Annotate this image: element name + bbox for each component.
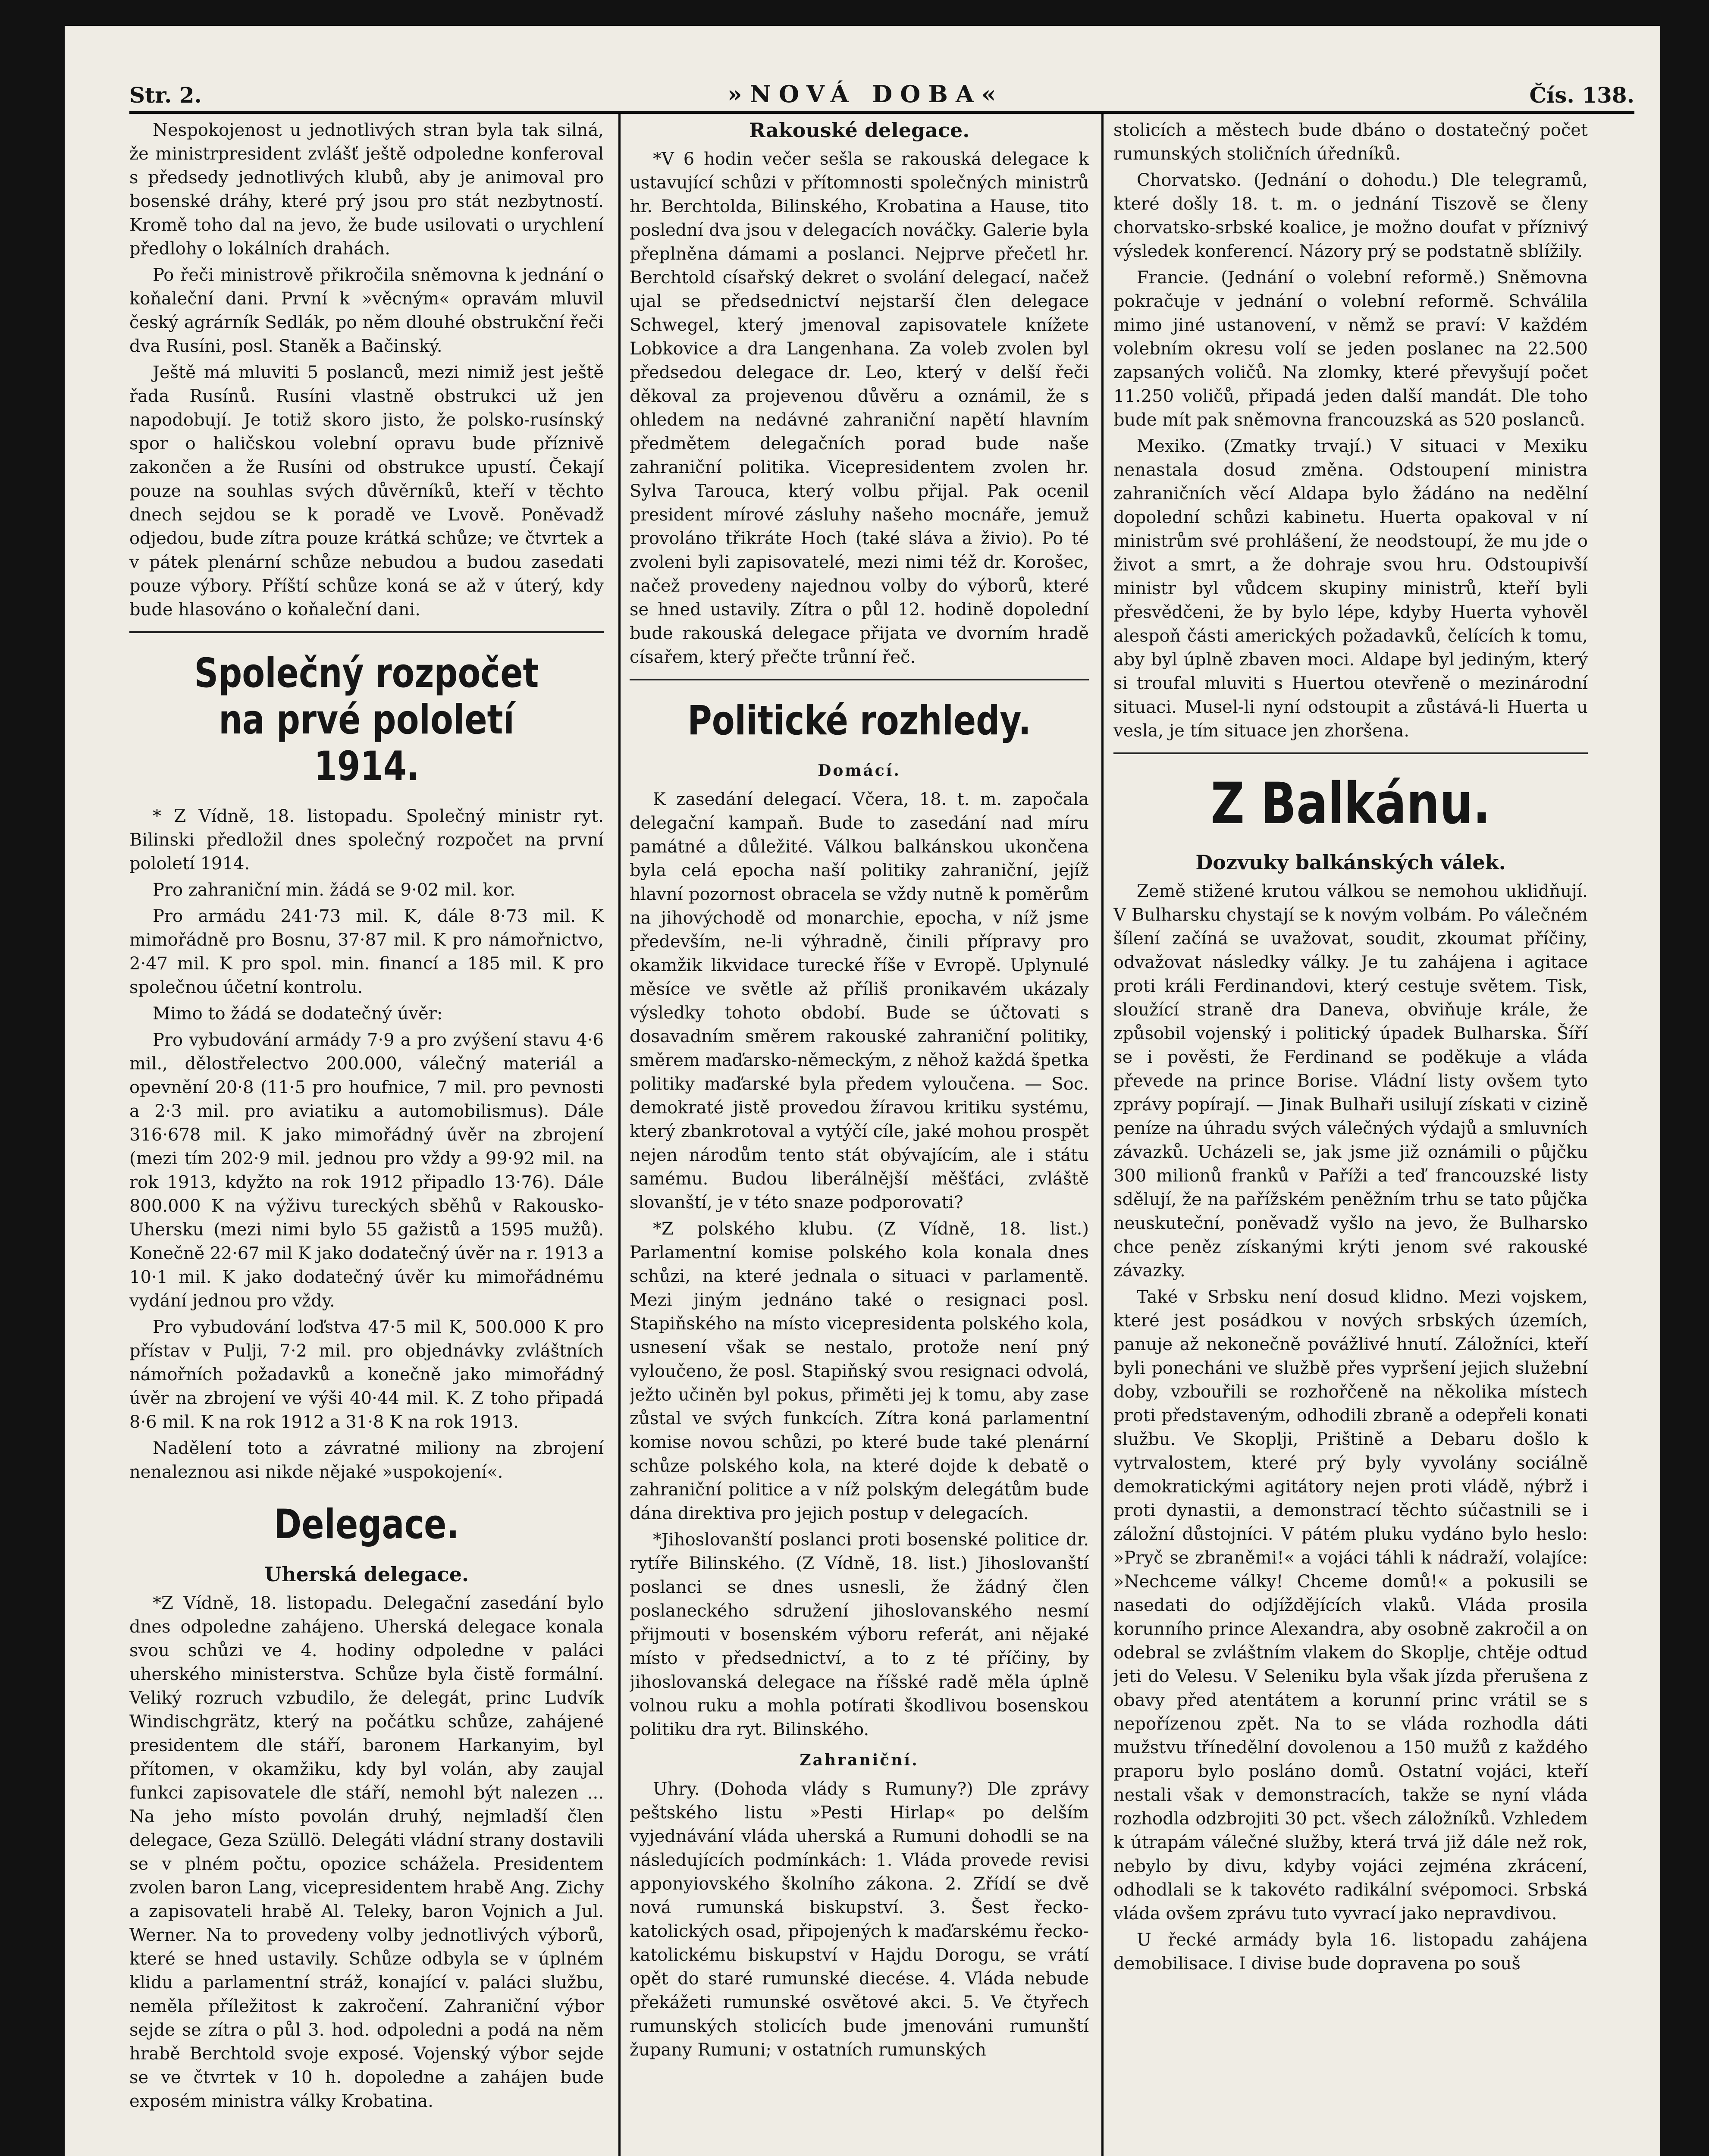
zahranicni-label: Zahraniční. (800, 1751, 919, 1769)
column-2 (630, 119, 1089, 2156)
section-separator (1113, 752, 1588, 754)
article-paragraph: Nespokojenost u jednotlivých stran byla tak silná, že ministrpresident zvlášť ještě odpoledne konferoval s předsedy jednotlivých klubů, aby je animoval pro bosenské dráhy, které prý jsou pro stát nezbytností. Kromě toho dal na jevo, že bude usilovati o urychlení předlohy o lokálních drahách. (129, 120, 604, 259)
article-paragraph: Také v Srbsku není dosud klidno. Mezi vojskem, které jest posádkou v nových srbských územích, panuje až nekonečně povážlivé hnutí. Záložníci, kteří byli ponecháni ve službě přes vypršení jejich služební doby, vzbouřili se rozhořčeně na několika místech proti představeným, odhodili zbraně a odepřeli konati službu. Ve Skoplji, Prištině a Debaru došlo k vytrvalostem, které prý byly vyvolány sociálně demokratickými agitátory nejen proti vládě, nýbrž i proti dynastii, a demonstrací těchto súčastnili se i záložní důstojníci. V pátém pluku vydáno bylo heslo: »Pryč se zbraněmi!« a vojáci táhli k nádraží, volajíce: »Nechceme války! Chceme domů!« a pokusili se nasedati do odjíždějících vlaků. Vláda prosila korunního prince Alexandra, aby osobně zakročil a on odebral se zvláštním vlakem do Skoplje, chtěje odtud jeti do Velesu. V Seleniku byla však jízda přerušena z obavy před atentátem a korunní princ vrátil se s nepořízenou zpět. Na to se vláda rozhodla dáti mužstvu třínedělní dovolenou a 150 mužů z každého praporu bylo posláno domů. Ostatní vojáci, kteří nestali však v demonstracích, takže se nyní vláda rozhodla odzbrojiti 30 pct. všech záložníků. Vzhledem k útrapám válečné služby, která trvá již dále než rok, nebylo by divu, kdyby vojáci zejména zkrácení, odhodlali se k takovéto radikální svépomoci. Srbská vláda ovšem zprávu tuto vyvrací jako nepravdivou. (1113, 1287, 1588, 1924)
balkan-headline: Z Balkánu. (1210, 771, 1491, 837)
article-paragraph: Po řeči ministrově přikročila sněmovna k jednání o koňaleční dani. První k »věcným« opravám mluvil český agrárník Sedlák, po něm dlouhé obstrukční řeči dva Rusíni, posl. Staněk a Bačinský. (129, 265, 604, 356)
rakouske-subheading: Rakouské delegace. (749, 119, 970, 142)
article-paragraph: Země stižené krutou válkou se nemohou uklidňují. V Bulharsku chystají se k novým volbám. Po válečném šílení začíná se uvažovat, soudit, zkoumat příčiny, odvažovat následky války. Je tu zahájena i agitace proti králi Ferdinandovi, který cestuje světem. Tisk, sloužící straně dra Daneva, obviňuje krále, že způsobil vojenský i politický úpadek Bulharska. Šíří se i pověsti, že Ferdinand se poděkuje a vláda převede na prince Borise. Vládní listy ovšem tyto zprávy popírají. — Jinak Bulhaři usilují získati v cizině peníze na úhradu svých válečných výdajů a smluvních závazků. Ucházeli se, jak jsme již oznámili o půjčku 300 milionů franků v Paříži a teď francouzské listy sdělují, že na pařížském peněžním trhu se tato půjčka neuskuteční, poněvadž vyšlo na jevo, že Bulharsko chce peněz získanými krýti jenom své rakouské závazky. (1113, 881, 1588, 1281)
column-1 (129, 119, 604, 2156)
article-paragraph: Pro zahraniční min. žádá se 9·02 mil. kor. (153, 880, 516, 900)
article-paragraph: Mexiko. (Zmatky trvají.) V situaci v Mexiku nenastala dosud změna. Odstoupení ministra zahraničních věcí Aldapa bylo žádáno na nedělní dopolední schůzi kabinetu. Huerta opakoval v ní ministrům své prohlášení, že neodstoupí, že mu jde o život a smrt, a že dohraje svou hru. Odstoupivší ministr byl vůdcem skupiny ministrů, kteří byli přesvědčeni, že by bylo lépe, kdyby Huerta vyhověl alespoň části amerických požadavků, čelících k tomu, aby byl úplně zbaven moci. Aldape byl jediným, který si troufal mluviti s Huertou otevřeně o mezinárodní situaci. Musel-li nyní odstoupit a zůstává-li Huerta u vesla, je tím situace jen zhoršena. (1113, 436, 1588, 741)
section-separator (129, 631, 604, 633)
article-paragraph: Uhry. (Dohoda vlády s Rumuny?) Dle zprávy peštského listu »Pesti Hirlap« po delším vyjednávání vláda uherská a Rumuni dohodli se na následujících podmínkách: 1. Vláda provede revisi apponyiovského školního zákona. 2. Zřídí se dvě nová rumunská biskupství. 3. Šest řecko-katolických osad, připojených k maďarskému řecko-katolickému biskupství v Hajdu Dorogu, se vrátí opět do staré rumunské diecése. 4. Vláda nebude překážeti rumunské osvětové akci. 5. Ve čtyřech rumunských stolicích bude jmenováni rumunští župany Rumuni; v ostatních rumunských (630, 1779, 1089, 2060)
article-paragraph: Pro vybudování armády 7·9 a pro zvýšení stavu 4·6 mil., dělostřelectvo 200.000, válečný materiál a opevnění 20·8 (11·5 pro houfnice, 7 mil. pro pevnosti a 2·3 mil. pro aviatiku a automobilismus). Dále 316·678 mil. K jako mimořádný úvěr na zbrojení (mezi tím 202·9 mil. jednou pro vždy a 99·92 mil. na rok 1913, kdyžto na rok 1912 připadlo 13·76). Dále 800.000 K na výživu tureckých sběhů v Rakousko-Uhersku (mezi nimi bylo 55 gažistů a 1595 mužů). Konečně 22·67 mil K jako dodatečný úvěr na r. 1913 a 10·1 mil. K jako dodatečný úvěr ku mimořádnému vydání jednou pro vždy. (129, 1030, 604, 1311)
issue-number: Čís. 138. (1529, 82, 1634, 108)
article-paragraph: stolicích a městech bude dbáno o dostatečný počet rumunských stoličních úředníků. (1113, 120, 1588, 164)
masthead (129, 56, 1634, 114)
article-paragraph: Nadělení toto a závratné miliony na zbrojení nenaleznou asi nikde nějaké »uspokojení«. (129, 1438, 604, 1482)
newspaper-title: »NOVÁ DOBA« (727, 80, 1004, 108)
article-paragraph: Chorvatsko. (Jednání o dohodu.) Dle telegramů, které došly 18. t. m. o jednání Tiszově se členy chorvatsko-srbské koalice, je možno doufat v příznivý výsledek konferencí. Názory prý se podstatně sblížily. (1113, 170, 1588, 261)
article-paragraph: Ještě má mluviti 5 poslanců, mezi nimiž jest ještě řada Rusínů. Rusíni vlastně obstrukci už jen napodobují. Je totiž skoro jisto, že polsko-rusínský spor o haličskou volební opravu bude příznivě zakončen a že Rusíni od obstrukce upustí. Čekají pouze na souhlas svých důvěrníků, kteří v těchto dnech sejdou se k poradě ve Lvově. Poněvadž odjedou, bude zítra pouze krátká schůze; ve čtvrtek a v pátek plenární schůze nebudou a budou zasedati pouze výbory. Příští schůze koná se až v úterý, kdy bude hlasováno o koňaleční dani. (129, 363, 604, 620)
domaci-label: Domácí. (818, 761, 901, 780)
column-divider-2 (1101, 114, 1104, 2156)
article-paragraph: *Z Vídně, 18. listopadu. Delegační zasedání bylo dnes odpoledne zahájeno. Uherská delegace konala svou schůzi ve 4. hodiny odpoledne v paláci uherského ministerstva. Schůze byla čistě formální. Veliký rozruch vzbudilo, že delegát, princ Ludvík Windischgrätz, který na počátku schůze, zahájené presidentem dle stáří, baronem Harkanyim, byl přítomen, v okamžiku, kdy byl volán, aby zaujal funkci zapisovatele dle stáří, nemohl být nalezen ... Na jeho místo povolán druhý, nejmladší člen delegace, Geza Szüllö. Delegáti vládní strany dostavili se v plném počtu, opozice schážela. Presidentem zvolen baron Lang, vicepresidentem hrabě Ang. Zichy a zapisovateli hrabě Al. Teleky, baron Vojnich a Jul. Werner. Na to provedeny volby jednotlivých výborů, které se hned ustavily. Schůze odbyla se v úplném klidu a parlamentní stráž, konající v. paláci službu, neměla příležitost k zakročení. Zahraniční výbor sejde se zítra o půl 3. hod. odpoledni a podá na něm hrabě Berchtold svoje exposé. Vojenský výbor sejde se ve čtvrtek v 10 h. dopoledne a zahájen bude exposém ministra války Krobatina. (129, 1593, 604, 2111)
newspaper-page (65, 26, 1660, 2156)
article-paragraph: *Z polského klubu. (Z Vídně, 18. list.) Parlamentní komise polského kola konala dnes schůzi, na které jednala o situaci v parlamentě. Mezi jiným jednáno také o resignaci posl. Stapiňského na místo vicepresidenta polského kola, usnesení však se nestalo, protože není pný vyloučeno, že posl. Stapiňský svou resignaci odvolá, ježto učiněn byl pokus, přiměti jej k tomu, aby zase zůstal ve svých funkcích. Zítra koná parlamentní komise novou schůzi, po které bude také plenární schůze polského kola, na které dojde k debatě o zahraniční politice a v níž polským delegátům bude dána direktiva pro jejich postup v delegacích. (630, 1219, 1089, 1523)
article-paragraph: Francie. (Jednání o volební reformě.) Sněmovna pokračuje v jednání o volební reformě. Schválila mimo jiné ustanovení, v němž se praví: V každém volebním okresu volí se jeden poslanec na 22.500 zapsaných voličů. Na zlomky, které převyšují počet 11.250 voličů, připadá jeden další mandát. Dle toho bude mít pak sněmovna francouzská as 520 poslanců. (1113, 268, 1588, 430)
article-paragraph: *V 6 hodin večer sešla se rakouská delegace k ustavující schůzi v přítomnosti společných ministrů hr. Berchtolda, Bilinského, Krobatina a Hause, tito poslední dva jsou v delegacích nováčky. Galerie byla přeplněna dámami a poslanci. Nejprve přečetl hr. Berchtold císařský dekret o svolání delegací, načež ujal se předsednictví nejstarší člen delegace Schwegel, který jmenoval zapisovatele knížete Lobkovice a dra Langenhana. Za voleb zvolen byl předsedou delegace dr. Leo, který v delší řeči děkoval za projevenou důvěru a oznámil, že s ohledem na nedávné zahraniční napětí hlavním předmětem delegačních porad bude naše zahraniční politika. Vicepresidentem zvolen hr. Sylva Tarouca, který volbu přijal. Pak ocenil president mírové zásluhy našeho mocnáře, jemuž provoláno třikráte Hoch (také sláva a živio). Po té zvoleni byli zapisovatelé, mezi nimi též dr. Korošec, načež provedeny najednou volby do výborů, které se hned ustavily. Zítra o půl 12. hodině dopolední bude rakouská delegace přijata ve dvorním hradě císařem, který přečte trůnní řeč. (630, 149, 1089, 667)
balkan-subheading: Dozvuky balkánských válek. (1195, 851, 1506, 874)
article-paragraph: K zasedání delegací. Včera, 18. t. m. započala delegační kampaň. Bude to zasedání nad míru památné a důležité. Válkou balkánskou ukončena byla celá epocha naší politiky zahraniční, jejíž hlavní pozornost obracela se vždy nutně k poměrům na jihovýchodě od monarchie, epocha, v níž jsme především, ne-li výhradně, činili přípravy pro okamžik likvidace turecké říše v Evropě. Uplynulé měsíce ve světle až příliš pronikavém ukázaly výsledky tohoto období. Bude se účtovati s dosavadním směrem rakouské zahraniční politiky, směrem maďarsko-německým, z něhož každá špetka politiky maďarské byla předem vyloučena. — Soc. demokraté jistě provedou žíravou kritiku systému, který zbankrotoval a vytýčí cíle, jaké mohou prospět nejen národům tento stát obývajícím, ale i státu samému. Budou liberálnější měšťáci, zvláště slovanští, je v této snaze podporovati? (630, 790, 1089, 1213)
article-paragraph: Mimo to žádá se dodatečný úvěr: (153, 1004, 443, 1024)
budget-headline: Společný rozpočet na prvé pololetí 1914. (194, 650, 539, 790)
column-3 (1113, 119, 1588, 2156)
article-paragraph: Pro armádu 241·73 mil. K, dále 8·73 mil. K mimořádně pro Bosnu, 37·87 mil. K pro námořnictvo, 2·47 mil. K pro spol. min. financí a 185 mil. K pro společnou účetní kontrolu. (129, 906, 604, 997)
article-paragraph: U řecké armády byla 16. listopadu zahájena demobilisace. I divise bude dopravena po souš (1113, 1930, 1588, 1974)
article-paragraph: *Jihoslovanští poslanci proti bosenské politice dr. rytíře Bilinského. (Z Vídně, 18. list.) Jihoslovanští poslanci se dnes usnesli, že žádný člen poslaneckého sdružení jihoslovanského nesmí přijmouti v bosenském výboru referát, ani nějaké místo v předsednictví, a to z té příčiny, by jihoslovanská delegace na říšské radě měla úplně volnou ruku a mohla potírati škodlivou bosenskou politiku dra ryt. Bilinského. (630, 1530, 1089, 1739)
page-number: Str. 2. (129, 82, 202, 108)
section-separator (630, 679, 1089, 680)
delegace-headline: Delegace. (274, 1501, 459, 1548)
article-paragraph: Pro vybudování loďstva 47·5 mil K, 500.000 K pro přístav v Pulji, 7·2 mil. pro objednávky zvláštních námořních požadavků a konečně jako mimořádný úvěr na zbrojení ve výši 40·44 mil. K. Z toho připadá 8·6 mil. K na rok 1912 a 31·8 K na rok 1913. (129, 1317, 604, 1432)
politicke-headline: Politické rozhledy. (687, 697, 1031, 744)
article-paragraph: * Z Vídně, 18. listopadu. Společný ministr ryt. Bilinski předložil dnes společný rozpočet na první pololetí 1914. (129, 806, 604, 874)
column-divider-1 (618, 114, 621, 2156)
uherska-subheading: Uherská delegace. (264, 1563, 469, 1586)
